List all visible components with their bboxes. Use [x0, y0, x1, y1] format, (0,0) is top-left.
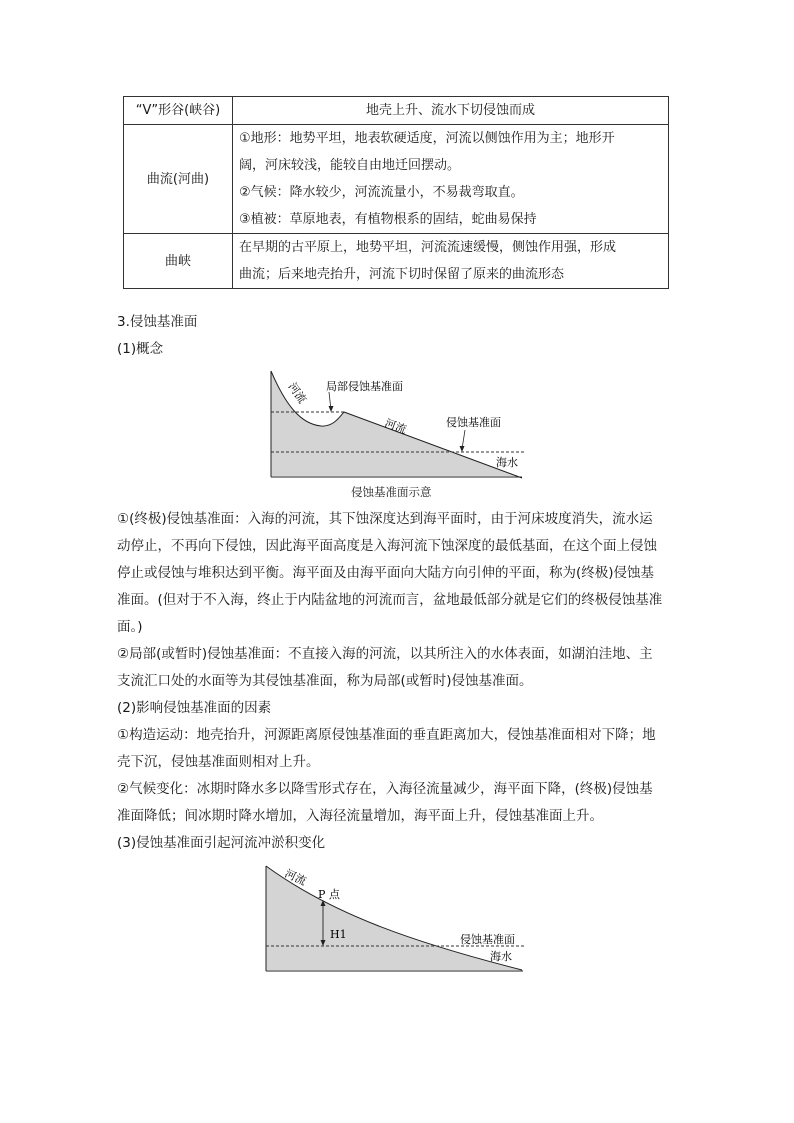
paragraph-line: 动停止，不再向下侵蚀，因此海平面高度是入海河流下蚀深度的最低基面，在这个面上侵蚀 [117, 538, 657, 554]
paragraph-line: ②气候变化：冰期时降水多以降雪形式存在，入海径流量减少，海平面下降，(终极)侵蚀基 [117, 781, 653, 797]
table-desc-line: 曲流；后来地壳抬升，河流下切时保留了原来的曲流形态 [239, 267, 565, 282]
paragraph-line: ①(终极)侵蚀基准面：入海的河流，其下蚀深度达到海平面时，由于河床坡度消失，流水运 [117, 511, 653, 527]
base-level-label: 侵蚀基准面 [446, 416, 501, 429]
subsection-heading: (3)侵蚀基准面引起河流冲淤积变化 [117, 835, 326, 851]
table-row [124, 97, 669, 125]
base-level-label: 侵蚀基准面 [460, 933, 515, 946]
local-base-label: 局部侵蚀基准面 [326, 380, 403, 393]
paragraph-line: 准面。(但对于不入海，终止于内陆盆地的河流而言，盆地最低部分就是它们的终极侵蚀基准 [117, 592, 663, 608]
paragraph-line: 面。) [117, 619, 143, 635]
table-desc-cell [233, 97, 669, 125]
paragraph-line: 支流汇口处的水面等为其侵蚀基准面，称为局部(或暂时)侵蚀基准面。 [117, 673, 533, 689]
table-term-cell: 曲峡 [124, 234, 233, 289]
river-profile-diagram [262, 862, 528, 974]
river-label-top: 河流 [285, 380, 309, 406]
table-term-cell: “V”形谷(峡谷) [124, 97, 233, 125]
sea-label: 海水 [490, 950, 512, 963]
section-heading: 3.侵蚀基准面 [117, 314, 198, 330]
table-desc-cell [233, 125, 669, 234]
paragraph-line: ②局部(或暂时)侵蚀基准面：不直接入海的河流，以其所注入的水体表面，如湖泊洼地、主 [117, 646, 653, 662]
figure-caption: 侵蚀基准面示意 [351, 485, 432, 499]
table-desc-cell [233, 234, 669, 289]
table-row [124, 234, 669, 289]
landform-table [123, 96, 669, 289]
paragraph-line: 壳下沉，侵蚀基准面则相对上升。 [117, 754, 320, 770]
h1-label: H1 [330, 928, 347, 941]
sea-label: 海水 [496, 456, 518, 469]
table-desc-line: 在早期的古平原上，地势平坦，河流流速缓慢，侧蚀作用强，形成 [239, 240, 617, 255]
paragraph-line: 停止或侵蚀与堆积达到平衡。海平面及由海平面向大陆方向引伸的平面，称为(终极)侵蚀基 [117, 565, 655, 581]
river-label-mid: 河流 [382, 416, 409, 437]
table-desc-line: ③植被：草原地表，有植物根系的固结，蛇曲易保持 [239, 212, 537, 227]
river-label: 河流 [282, 866, 309, 889]
table-term-cell: 曲流(河曲) [124, 125, 233, 234]
p-point-label: P 点 [318, 888, 340, 901]
table-desc-line: ①地形：地势平坦，地表软硬适度，河流以侧蚀作用为主；地形开 [239, 131, 615, 146]
subsection-heading: (1)概念 [117, 341, 164, 357]
erosion-base-diagram [266, 366, 528, 482]
subsection-heading: (2)影响侵蚀基准面的因素 [117, 700, 272, 716]
table-desc-line: 地壳上升、流水下切侵蚀而成 [365, 103, 535, 118]
table-row [124, 125, 669, 234]
paragraph-line: 准面降低；间冰期时降水增加，入海径流量增加，海平面上升，侵蚀基准面上升。 [117, 808, 603, 824]
table-desc-line: 阔，河床较浅，能较自由地迁回摆动。 [239, 158, 461, 173]
table-desc-line: ②气候：降水较少，河流流量小，不易裁弯取直。 [239, 185, 524, 200]
paragraph-line: ①构造运动：地壳抬升，河源距离原侵蚀基准面的垂直距离加大，侵蚀基准面相对下降；地 [117, 727, 656, 743]
